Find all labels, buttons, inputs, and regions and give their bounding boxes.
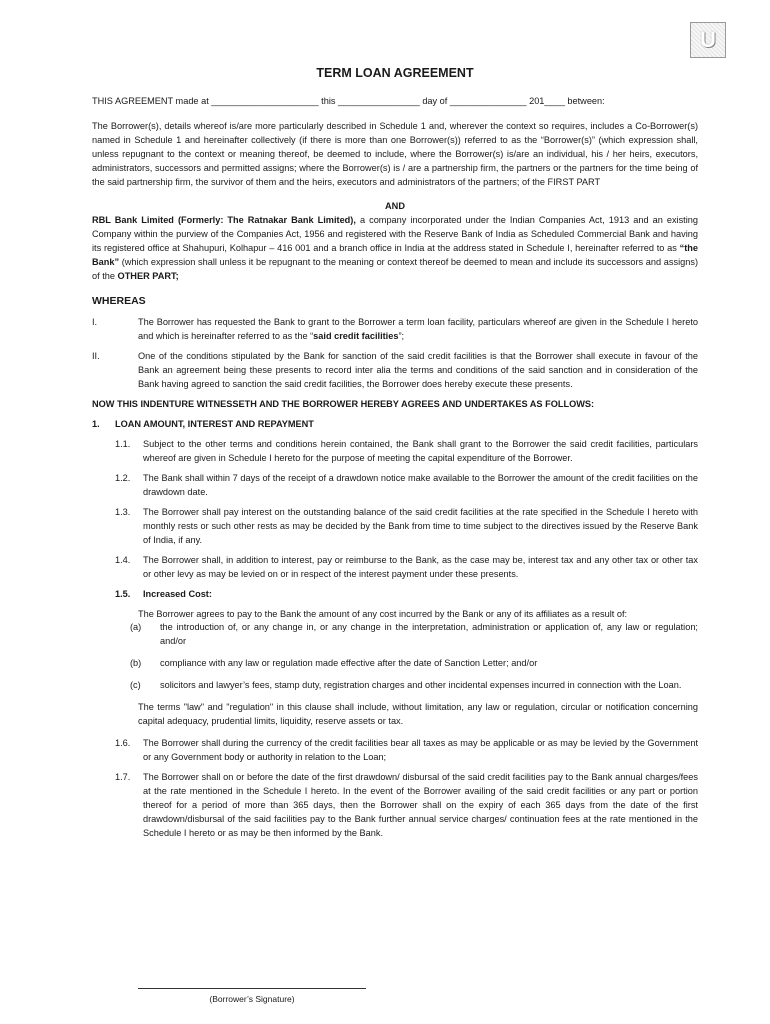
clause-1-2	[115, 472, 698, 500]
sub-item-text: the introduction of, or any change in, or any change in the interpretation, administration or application of, any law or regulation; and/or	[160, 622, 698, 647]
clause-number: 1.2.	[115, 472, 131, 483]
clause-1-1	[115, 438, 698, 466]
clause-1-4	[115, 554, 698, 582]
other-part: OTHER PART;	[117, 270, 179, 281]
clause-1-3	[115, 506, 698, 548]
document-body	[92, 64, 698, 847]
bank-name: RBL Bank Limited (Formerly: The Ratnakar Bank Limited),	[92, 214, 356, 225]
clause-text: The Bank shall within 7 days of the receipt of a drawdown notice make available to the Borrower the amount of the credit facilities on the drawdown date.	[143, 472, 698, 497]
law-regulation-terms: The terms "law" and "regulation" in this clause shall include, without limitation, any law or regulation, circular or notification concerning capital adequacy, prudential limits, liquidity, reserve assets or tax.	[138, 702, 698, 727]
clause-title: Increased Cost:	[143, 588, 212, 599]
signature-label: (Borrower’s Signature)	[209, 994, 295, 1004]
clause-1-5-heading	[115, 588, 698, 602]
section-title: LOAN AMOUNT, INTEREST AND REPAYMENT	[115, 418, 314, 429]
recital-number: I.	[92, 316, 98, 327]
recital-text-tail: ”;	[398, 330, 405, 341]
clause-text: Subject to the other terms and conditions herein contained, the Bank shall grant to the Borrower the said credit facilities, particulars whereof are given in Schedule I hereto for the purpose of meeting the capital expenditure of the Borrower.	[143, 438, 698, 463]
sub-item-letter: (a)	[130, 622, 142, 633]
page-title: TERM LOAN AGREEMENT	[316, 66, 474, 80]
recital-number: II.	[92, 350, 100, 361]
increased-cost-intro: The Borrower agrees to pay to the Bank the amount of any cost incurred by the Bank or any of its affiliates as a result of:	[138, 608, 628, 619]
clause-number: 1.4.	[115, 554, 131, 565]
clause-number: 1.5.	[115, 588, 131, 599]
recital-1	[92, 316, 698, 344]
clause-number: 1.6.	[115, 738, 131, 749]
sub-item-text: solicitors and lawyer’s fees, stamp duty, registration charges and other incidental expenses incurred in connection with the Loan.	[160, 680, 682, 691]
clause-number: 1.3.	[115, 506, 131, 517]
sub-item-c	[130, 679, 698, 693]
recital-text: One of the conditions stipulated by the Bank for sanction of the said credit facilities is that the Borrower shall execute in favour of the Bank an agreement being these presents to record inter alia the terms and conditions of the said sanction and in consideration of the Bank having agreed to sanction the said credit facilities, the Borrower does hereby execute these presents.	[138, 350, 698, 389]
clause-number: 1.7.	[115, 772, 131, 783]
clause-text: The Borrower shall pay interest on the outstanding balance of the said credit facilities at the rate specified in the Schedule I hereto with monthly rests or such other rests as may be decided by the Bank from time to time subject to the directives issued by the Reserve Bank of India, if any.	[143, 506, 698, 545]
sub-item-letter: (c)	[130, 680, 141, 691]
borrower-paragraph: The Borrower(s), details whereof is/are more particularly described in Schedule 1 and, wherever the context so requires, includes a Co-Borrower(s) named in Schedule 1 and hereinafter collectively (if there is more than one Borrower(s)) referred to as the “Borrower(s)” (which expression shall, unless repugnant to the context or meaning thereof, be deemed to include, where the Borrower(s) is/are an individual, his / her heirs, executors, administrators, successors and permitted assigns; where the Borrower(s) is / are a partnership firm, the partners or the partners for the time being of the said partnership firm, the survivor of them and the heirs, executors and administrators of the partners; of the FIRST PART	[92, 120, 698, 187]
bank-text-1: a company incorporated under the Indian Companies Act, 1913 and an existing Company within the purview of the Companies Act, 1956 and registered with the Reserve Bank of India as Scheduled Commercial Bank and having its registered office at Shahupuri, Kolhapur – 416 001 and a branch office in India at the address stated in Schedule I, hereinafter referred to as	[92, 214, 699, 253]
recital-text-part: The Borrower has requested the Bank to grant to the Borrower a term loan facility, particulars whereof are given in the Schedule I hereto and which is hereinafter referred to as the “	[138, 316, 698, 341]
clause-text: The Borrower shall during the currency of the credit facilities bear all taxes as may be applicable or as may be levied by the Government or any Government body or authority in relation to the Loan;	[143, 738, 698, 763]
recital-2	[92, 350, 698, 392]
sub-item-a	[130, 621, 698, 649]
logo-u-icon	[690, 22, 726, 58]
clause-number: 1.1.	[115, 438, 131, 449]
clause-text: The Borrower shall on or before the date of the first drawdown/ disbursal of the said credit facilities pay to the Bank annual charges/fees at the rate mentioned in the Schedule I hereto. In the event of the Borrower availing of the said credit facilities or any part or portion thereof for a period of more than 365 days, then the Borrower shall on the expiry of each 365 days from the date of the first drawdown/disbursal of the said facilities pay to the Bank further annual service charges/ continuation fees at the rate mentioned in the Schedule I hereto or as may be then informed by the Bank.	[143, 772, 698, 839]
sub-item-text: compliance with any law or regulation made effective after the date of Sanction Letter; and/or	[160, 658, 538, 669]
bank-term: “the Bank”	[92, 242, 698, 267]
and-label: AND	[385, 200, 405, 211]
recital-text	[138, 316, 698, 344]
logo-letter: U	[700, 27, 716, 53]
bank-text-2: (which expression shall unless it be repugnant to the meaning or context thereof be deemed to mean and include its successors and assigns) of the	[92, 256, 698, 281]
now-witnesseth-line: NOW THIS INDENTURE WITNESSETH AND THE BORROWER HEREBY AGREES AND UNDERTAKES AS FOLLOWS:	[92, 398, 595, 409]
bank-paragraph	[92, 214, 698, 284]
recital-bold-term: said credit facilities	[313, 330, 399, 341]
clause-1-7	[115, 771, 698, 841]
section-heading	[92, 418, 698, 432]
sub-item-b	[130, 657, 698, 671]
section-number: 1.	[92, 418, 100, 429]
clause-1-6	[115, 737, 698, 765]
agreement-made-line: THIS AGREEMENT made at _____________________ this ________________ day of _______________ 201____ between:	[92, 96, 605, 106]
clause-text: The Borrower shall, in addition to interest, pay or reimburse to the Bank, as the case may be, interest tax and any other tax or other tax or other levy as may be levied on or in respect of the interest payment under these presents.	[143, 554, 698, 579]
signature-block	[138, 988, 366, 1006]
sub-item-letter: (b)	[130, 658, 142, 669]
whereas-heading: WHEREAS	[92, 294, 146, 307]
